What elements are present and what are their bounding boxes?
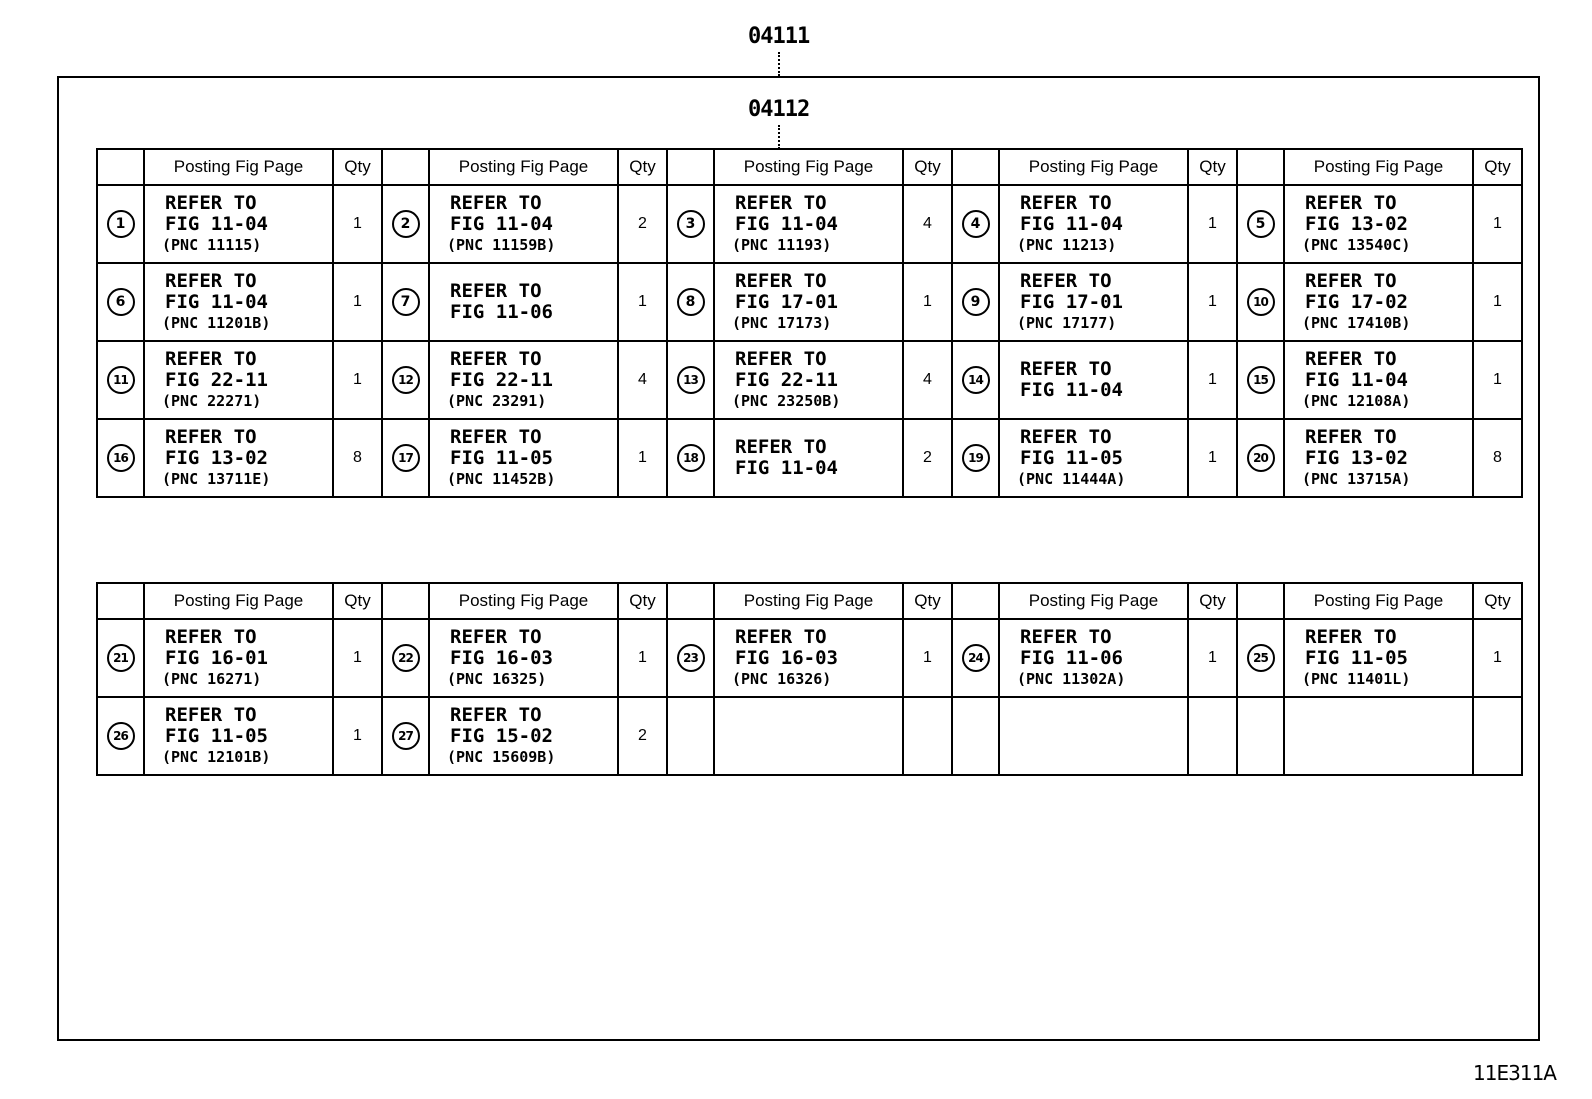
pnc-code: (PNC 17173) xyxy=(732,313,832,332)
table-row xyxy=(97,185,1522,263)
reference-cell xyxy=(999,185,1188,263)
item-number-cell xyxy=(97,263,144,341)
header-posting-fig-page: Posting Fig Page xyxy=(144,583,333,619)
callout-number: 24 xyxy=(962,644,990,672)
item-number-cell xyxy=(952,263,999,341)
item-number-cell xyxy=(952,341,999,419)
item-number-cell xyxy=(382,263,429,341)
item-number-cell xyxy=(97,697,144,775)
refer-to-text: REFER TO xyxy=(1305,191,1397,214)
qty-cell: 1 xyxy=(618,419,667,497)
header-qty: Qty xyxy=(618,149,667,185)
reference-cell xyxy=(429,619,618,697)
item-number-cell xyxy=(667,619,714,697)
header-qty: Qty xyxy=(903,149,952,185)
pnc-code: (PNC 16325) xyxy=(447,669,547,688)
reference-cell xyxy=(429,341,618,419)
refer-to-text: REFER TO xyxy=(1020,625,1112,648)
header-row xyxy=(97,149,1522,185)
pnc-code: (PNC 16326) xyxy=(732,669,832,688)
header-posting-fig-page: Posting Fig Page xyxy=(429,149,618,185)
item-number-cell xyxy=(1237,619,1284,697)
reference-cell xyxy=(144,619,333,697)
reference-cell xyxy=(999,341,1188,419)
parts-table-bottom xyxy=(96,582,1523,776)
qty-cell: 1 xyxy=(333,619,382,697)
item-number-cell xyxy=(382,619,429,697)
qty-cell: 8 xyxy=(1473,419,1522,497)
callout-number: 15 xyxy=(1247,366,1275,394)
callout-number: 2 xyxy=(392,210,420,238)
fig-reference: FIG 11-05 xyxy=(165,724,268,747)
callout-number: 17 xyxy=(392,444,420,472)
callout-number: 4 xyxy=(962,210,990,238)
fig-reference: FIG 15-02 xyxy=(450,724,553,747)
refer-to-text: REFER TO xyxy=(165,269,257,292)
reference-cell xyxy=(714,697,903,775)
pnc-code: (PNC 15609B) xyxy=(447,747,556,766)
parts-table-top xyxy=(96,148,1523,498)
item-number-cell xyxy=(97,619,144,697)
callout-number: 23 xyxy=(677,644,705,672)
pnc-code: (PNC 17177) xyxy=(1017,313,1117,332)
refer-to-text: REFER TO xyxy=(450,191,542,214)
reference-cell xyxy=(144,263,333,341)
pnc-code: (PNC 11444A) xyxy=(1017,469,1126,488)
qty-cell: 1 xyxy=(618,619,667,697)
fig-reference: FIG 17-01 xyxy=(1020,290,1123,313)
header-posting-fig-page: Posting Fig Page xyxy=(1284,583,1473,619)
fig-reference: FIG 11-04 xyxy=(450,212,553,235)
pnc-code: (PNC 11193) xyxy=(732,235,832,254)
reference-cell xyxy=(429,185,618,263)
callout-number: 20 xyxy=(1247,444,1275,472)
reference-cell xyxy=(429,697,618,775)
header-number xyxy=(97,583,144,619)
inner-assembly-label: 04112 xyxy=(748,97,810,122)
item-number-cell xyxy=(667,185,714,263)
reference-cell xyxy=(999,619,1188,697)
callout-number: 27 xyxy=(392,722,420,750)
header-posting-fig-page: Posting Fig Page xyxy=(999,149,1188,185)
refer-to-text: REFER TO xyxy=(1020,425,1112,448)
fig-reference: FIG 22-11 xyxy=(735,368,838,391)
reference-cell xyxy=(999,419,1188,497)
refer-to-text: REFER TO xyxy=(1305,625,1397,648)
pnc-code: (PNC 11115) xyxy=(162,235,262,254)
qty-cell: 1 xyxy=(333,697,382,775)
refer-to-text: REFER TO xyxy=(1020,191,1112,214)
fig-reference: FIG 13-02 xyxy=(165,446,268,469)
fig-reference: FIG 11-04 xyxy=(165,290,268,313)
callout-number: 21 xyxy=(107,644,135,672)
fig-reference: FIG 11-04 xyxy=(1020,212,1123,235)
pnc-code: (PNC 11201B) xyxy=(162,313,271,332)
refer-to-text: REFER TO xyxy=(1305,269,1397,292)
callout-number: 1 xyxy=(107,210,135,238)
refer-to-text: REFER TO xyxy=(735,269,827,292)
fig-reference: FIG 11-04 xyxy=(1020,379,1123,401)
pnc-code: (PNC 11159B) xyxy=(447,235,556,254)
pnc-code: (PNC 17410B) xyxy=(1302,313,1411,332)
callout-number: 7 xyxy=(392,288,420,316)
callout-number: 11 xyxy=(107,366,135,394)
fig-reference: FIG 11-04 xyxy=(1305,368,1408,391)
reference-cell xyxy=(714,341,903,419)
refer-to-text: REFER TO xyxy=(450,703,542,726)
pnc-code: (PNC 11213) xyxy=(1017,235,1117,254)
table-row xyxy=(97,697,1522,775)
fig-reference: FIG 11-04 xyxy=(165,212,268,235)
refer-to-text: REFER TO xyxy=(450,347,542,370)
refer-to-text: REFER TO xyxy=(165,347,257,370)
header-qty: Qty xyxy=(1188,149,1237,185)
refer-to-text: REFER TO xyxy=(735,625,827,648)
reference-cell xyxy=(714,419,903,497)
table-row xyxy=(97,619,1522,697)
qty-cell xyxy=(1473,697,1522,775)
pnc-code: (PNC 16271) xyxy=(162,669,262,688)
header-number xyxy=(952,149,999,185)
item-number-cell xyxy=(97,419,144,497)
header-posting-fig-page: Posting Fig Page xyxy=(429,583,618,619)
outer-assembly-label: 04111 xyxy=(748,24,810,49)
refer-to-text: REFER TO xyxy=(1305,347,1397,370)
pnc-code: (PNC 22271) xyxy=(162,391,262,410)
fig-reference: FIG 13-02 xyxy=(1305,446,1408,469)
qty-cell: 1 xyxy=(1473,341,1522,419)
pnc-code: (PNC 11452B) xyxy=(447,469,556,488)
callout-number: 26 xyxy=(107,722,135,750)
reference-cell xyxy=(144,697,333,775)
qty-cell: 4 xyxy=(618,341,667,419)
header-number xyxy=(382,149,429,185)
fig-reference: FIG 11-04 xyxy=(735,212,838,235)
refer-to-text: REFER TO xyxy=(1020,358,1112,380)
item-number-cell xyxy=(952,419,999,497)
header-qty: Qty xyxy=(903,583,952,619)
reference-cell xyxy=(144,341,333,419)
header-number xyxy=(1237,149,1284,185)
header-posting-fig-page: Posting Fig Page xyxy=(714,149,903,185)
header-qty: Qty xyxy=(1188,583,1237,619)
reference-cell xyxy=(1284,185,1473,263)
fig-reference: FIG 11-05 xyxy=(450,446,553,469)
pnc-code: (PNC 11401L) xyxy=(1302,669,1411,688)
callout-number: 6 xyxy=(107,288,135,316)
item-number-cell xyxy=(1237,341,1284,419)
item-number-cell xyxy=(667,697,714,775)
header-posting-fig-page: Posting Fig Page xyxy=(1284,149,1473,185)
refer-to-text: REFER TO xyxy=(165,625,257,648)
reference-cell xyxy=(144,419,333,497)
fig-reference: FIG 17-01 xyxy=(735,290,838,313)
item-number-cell xyxy=(952,185,999,263)
qty-cell: 1 xyxy=(1473,263,1522,341)
qty-cell: 1 xyxy=(903,263,952,341)
fig-reference: FIG 11-04 xyxy=(735,457,838,479)
pnc-code: (PNC 12101B) xyxy=(162,747,271,766)
callout-number: 3 xyxy=(677,210,705,238)
qty-cell: 1 xyxy=(618,263,667,341)
callout-number: 8 xyxy=(677,288,705,316)
callout-number: 13 xyxy=(677,366,705,394)
reference-cell xyxy=(1284,419,1473,497)
fig-reference: FIG 17-02 xyxy=(1305,290,1408,313)
header-posting-fig-page: Posting Fig Page xyxy=(999,583,1188,619)
item-number-cell xyxy=(667,263,714,341)
fig-reference: FIG 16-03 xyxy=(450,646,553,669)
fig-reference: FIG 11-06 xyxy=(1020,646,1123,669)
refer-to-text: REFER TO xyxy=(1020,269,1112,292)
item-number-cell xyxy=(667,419,714,497)
header-number xyxy=(667,583,714,619)
qty-cell: 2 xyxy=(618,185,667,263)
qty-cell: 2 xyxy=(903,419,952,497)
figure-code: 11E311A xyxy=(1473,1061,1556,1085)
callout-number: 14 xyxy=(962,366,990,394)
callout-number: 16 xyxy=(107,444,135,472)
qty-cell: 4 xyxy=(903,341,952,419)
qty-cell: 1 xyxy=(903,619,952,697)
qty-cell: 1 xyxy=(333,341,382,419)
qty-cell: 1 xyxy=(1188,185,1237,263)
callout-number: 18 xyxy=(677,444,705,472)
header-number xyxy=(97,149,144,185)
qty-cell: 8 xyxy=(333,419,382,497)
callout-number: 25 xyxy=(1247,644,1275,672)
pnc-code: (PNC 13540C) xyxy=(1302,235,1411,254)
fig-reference: FIG 13-02 xyxy=(1305,212,1408,235)
callout-number: 19 xyxy=(962,444,990,472)
table-row xyxy=(97,341,1522,419)
pnc-code: (PNC 11302A) xyxy=(1017,669,1126,688)
refer-to-text: REFER TO xyxy=(735,436,827,458)
header-row xyxy=(97,583,1522,619)
reference-cell xyxy=(999,263,1188,341)
header-number xyxy=(382,583,429,619)
item-number-cell xyxy=(382,185,429,263)
refer-to-text: REFER TO xyxy=(450,280,542,302)
fig-reference: FIG 11-06 xyxy=(450,301,553,323)
reference-cell xyxy=(429,263,618,341)
qty-cell: 1 xyxy=(1188,341,1237,419)
qty-cell: 1 xyxy=(333,263,382,341)
reference-cell xyxy=(999,697,1188,775)
item-number-cell xyxy=(952,697,999,775)
qty-cell: 1 xyxy=(1188,619,1237,697)
item-number-cell xyxy=(1237,263,1284,341)
reference-cell xyxy=(1284,697,1473,775)
header-posting-fig-page: Posting Fig Page xyxy=(714,583,903,619)
item-number-cell xyxy=(1237,185,1284,263)
refer-to-text: REFER TO xyxy=(735,191,827,214)
header-qty: Qty xyxy=(618,583,667,619)
callout-number: 9 xyxy=(962,288,990,316)
table-row xyxy=(97,419,1522,497)
header-qty: Qty xyxy=(333,149,382,185)
header-qty: Qty xyxy=(333,583,382,619)
item-number-cell xyxy=(952,619,999,697)
fig-reference: FIG 22-11 xyxy=(450,368,553,391)
refer-to-text: REFER TO xyxy=(165,425,257,448)
item-number-cell xyxy=(382,419,429,497)
qty-cell: 4 xyxy=(903,185,952,263)
refer-to-text: REFER TO xyxy=(1305,425,1397,448)
callout-number: 10 xyxy=(1247,288,1275,316)
item-number-cell xyxy=(97,341,144,419)
fig-reference: FIG 22-11 xyxy=(165,368,268,391)
pnc-code: (PNC 23291) xyxy=(447,391,547,410)
refer-to-text: REFER TO xyxy=(450,625,542,648)
item-number-cell xyxy=(1237,697,1284,775)
header-qty: Qty xyxy=(1473,149,1522,185)
fig-reference: FIG 16-03 xyxy=(735,646,838,669)
reference-cell xyxy=(714,185,903,263)
qty-cell xyxy=(903,697,952,775)
item-number-cell xyxy=(667,341,714,419)
refer-to-text: REFER TO xyxy=(165,191,257,214)
reference-cell xyxy=(1284,619,1473,697)
qty-cell: 2 xyxy=(618,697,667,775)
header-qty: Qty xyxy=(1473,583,1522,619)
item-number-cell xyxy=(1237,419,1284,497)
qty-cell: 1 xyxy=(1188,263,1237,341)
inner-leader-line xyxy=(778,125,780,149)
pnc-code: (PNC 23250B) xyxy=(732,391,841,410)
table-row xyxy=(97,263,1522,341)
refer-to-text: REFER TO xyxy=(165,703,257,726)
fig-reference: FIG 11-05 xyxy=(1305,646,1408,669)
reference-cell xyxy=(429,419,618,497)
callout-number: 22 xyxy=(392,644,420,672)
callout-number: 5 xyxy=(1247,210,1275,238)
reference-cell xyxy=(144,185,333,263)
header-posting-fig-page: Posting Fig Page xyxy=(144,149,333,185)
item-number-cell xyxy=(97,185,144,263)
header-number xyxy=(952,583,999,619)
fig-reference: FIG 11-05 xyxy=(1020,446,1123,469)
qty-cell: 1 xyxy=(1188,419,1237,497)
qty-cell: 1 xyxy=(1473,619,1522,697)
pnc-code: (PNC 13715A) xyxy=(1302,469,1411,488)
qty-cell xyxy=(1188,697,1237,775)
qty-cell: 1 xyxy=(333,185,382,263)
reference-cell xyxy=(714,263,903,341)
header-number xyxy=(667,149,714,185)
qty-cell: 1 xyxy=(1473,185,1522,263)
item-number-cell xyxy=(382,697,429,775)
outer-leader-line xyxy=(778,52,780,76)
refer-to-text: REFER TO xyxy=(735,347,827,370)
pnc-code: (PNC 12108A) xyxy=(1302,391,1411,410)
pnc-code: (PNC 13711E) xyxy=(162,469,271,488)
callout-number: 12 xyxy=(392,366,420,394)
reference-cell xyxy=(1284,341,1473,419)
fig-reference: FIG 16-01 xyxy=(165,646,268,669)
item-number-cell xyxy=(382,341,429,419)
refer-to-text: REFER TO xyxy=(450,425,542,448)
header-number xyxy=(1237,583,1284,619)
reference-cell xyxy=(714,619,903,697)
reference-cell xyxy=(1284,263,1473,341)
